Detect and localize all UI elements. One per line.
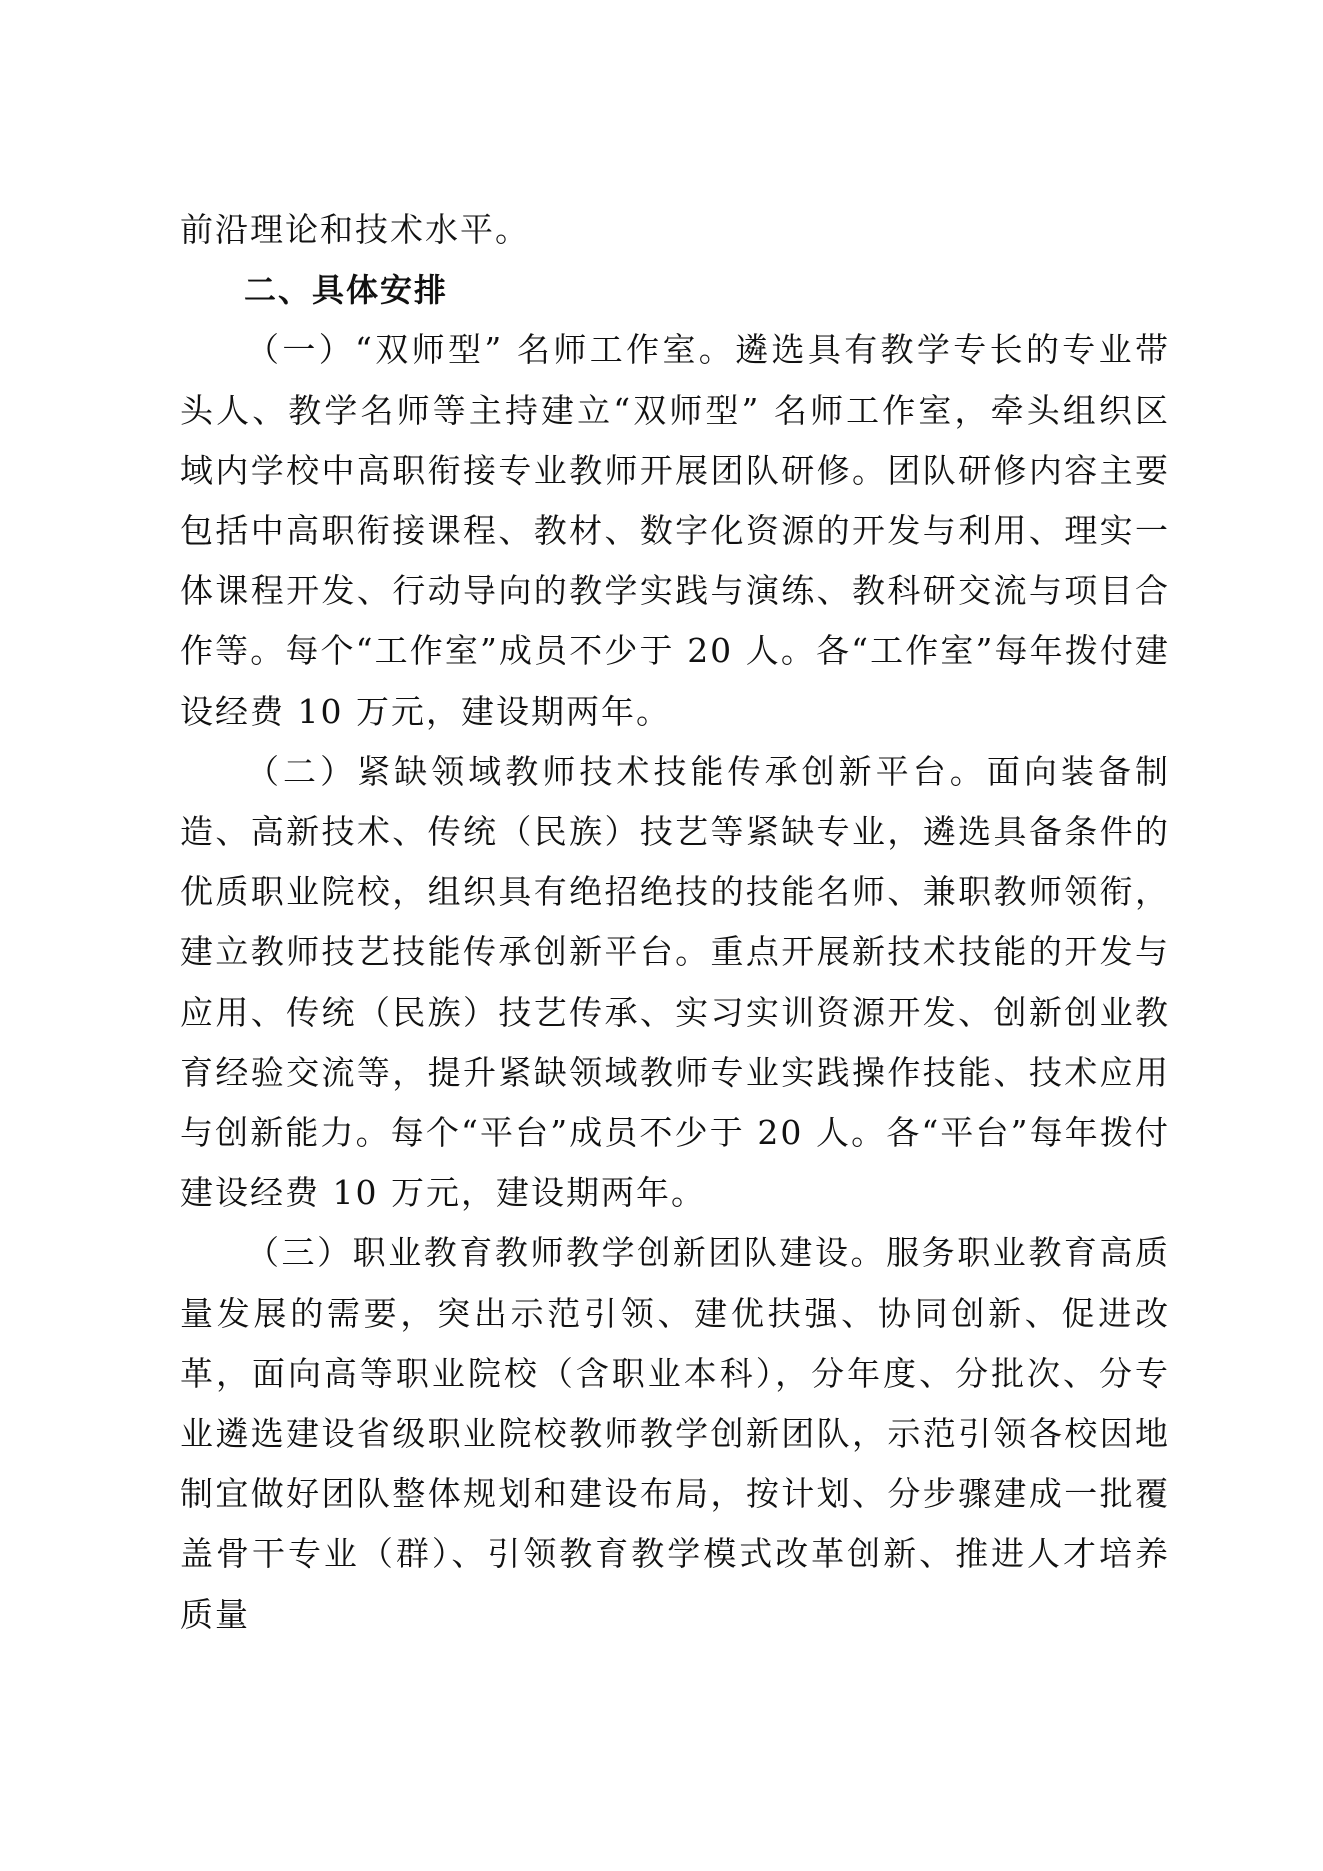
section-heading: 二、具体安排 — [244, 271, 449, 310]
paragraph-skills-inheritance-platform: （二）紧缺领域教师技术技能传承创新平台。面向装备制造、高新技术、传统（民族）技艺等紧缺专业，遴选具备条件的优质职业院校，组织具有绝招绝技的技能名师、兼职教师领衔，建立教师技艺技能传承创新平台。重点开展新技术技能的开发与应用、传统（民族）技艺传承、实习实训资源开发、创新创业教育经验交流等，提升紧缺领域教师专业实践操作技能、技术应用与创新能力。每个“平台”成员不少于 20 人。各“平台”每年拨付建设经费 10 万元，建设期两年。 — [180, 751, 1170, 1213]
paragraph-teaching-innovation-team: （三）职业教育教师教学创新团队建设。服务职业教育高质量发展的需要，突出示范引领、建优扶强、协同创新、促进改革，面向高等职业院校（含职业本科），分年度、分批次、分专业遴选建设省级职业院校教师教学创新团队，示范引领各校因地制宜做好团队整体规划和建设布局，按计划、分步骤建成一批覆盖骨干专业（群）、引领教育教学模式改革创新、推进人才培养质量 — [180, 1233, 1170, 1634]
paragraph-double-qualified-studio: （一）“双师型” 名师工作室。遴选具有教学专长的专业带头人、教学名师等主持建立“双师型” 名师工作室，牵头组织区域内学校中高职衔接专业教师开展团队研修。团队研修内容主要包括中高职衔接课程、教材、数字化资源的开发与利用、理实一体课程开发、行动导向的教学实践与演练、教科研交流与项目合作等。每个“工作室”成员不少于 20 人。各“工作室”每年拨付建设经费 10 万元，建设期两年。 — [180, 330, 1170, 731]
continuation-paragraph: 前沿理论和技术水平。 — [180, 210, 530, 249]
document-body — [180, 200, 1170, 1645]
